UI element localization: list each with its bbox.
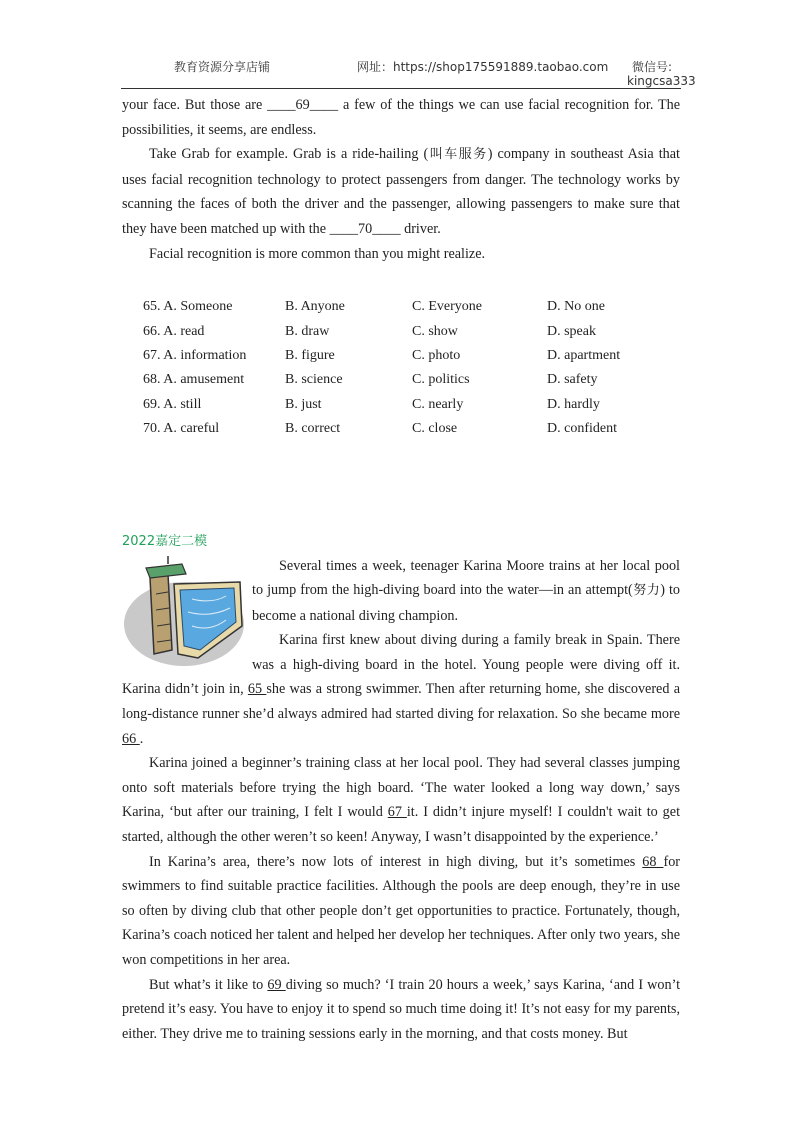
option-row: 67. A. information B. figure C. photo D. apartment [143,347,621,363]
blank-65: 65 [247,681,267,698]
blank-67: 67 [387,804,407,821]
blank-69: 69 [267,976,286,993]
passage-paragraph: your face. But those are ____69____ a few of the things we can use facial recognition for. The possibilities, it seems, are endless. [122,97,681,138]
option-row: 68. A. amusement B. science C. politics D. safety [143,372,598,388]
page-content [122,93,680,1046]
diving-pool-illustration [122,554,248,672]
header-wechat-id: kingcsa333 [627,74,696,88]
header-divider [121,88,681,89]
option-row: 70. A. careful B. correct C. close D. confident [143,421,617,437]
blank-69: ____69____ [267,97,339,113]
options-list [143,295,680,441]
header-shop-name: 教育资源分享店铺 [174,60,271,74]
blank-70: ____70____ [329,220,401,237]
passage-paragraph: In Karina’s area, there’s now lots of interest in high diving, but it’s sometimes 68 for swimmers to find suitable practice facilities. Although the pools are deep enough, they’re in use so often by diving club that other people don’t get opportunities to practice. Fortunately, though, Karina’s coach noticed her talent and helped her develop her techniques. After only two years, she won competitions in her area. [122,853,681,968]
header-url[interactable]: 网址：https://shop175591889.taobao.com [357,60,609,74]
blank-66: 66 [122,730,140,747]
section-title: 2022嘉定二模 [122,533,208,549]
passage-paragraph: Facial recognition is more common than you might realize. [149,245,486,262]
option-row: 65. A. Someone B. Anyone C. Everyone D. No one [143,299,605,315]
blank-68: 68 [642,853,664,870]
passage-paragraph: Take Grab for example. Grab is a ride-hailing (叫车服务) company in southeast Asia that uses facial recognition technology to protect passengers from danger. The technology works by scanning the faces of both the driver and the passenger, allowing passengers to make sure that they have been matched up with the ____70____ driver. [122,146,680,237]
option-row: 66. A. read B. draw C. show D. speak [143,323,596,339]
option-row: 69. A. still B. just C. nearly D. hardly [143,396,600,412]
passage-paragraph: Karina joined a beginner’s training class at her local pool. They had several classes jumping onto soft materials before trying the high board. ‘The water looked a long way down,’ says Karina, ‘but after our training, I felt I would 67 it. I didn’t injure myself! I couldn't wait to get started, although the other weren’t so keen! Anyway, I wasn’t disappointed by the experience.’ [122,755,681,846]
header-wechat-label: 微信号: [632,60,673,74]
passage-paragraph: Several times a week, teenager Karina Moore trains at her local pool to jump from the high-diving board into the water—in an attempt(努力) to become a national diving champion. [252,557,680,624]
passage-paragraph: But what’s it like to 69 diving so much? ‘I train 20 hours a week,’ says Karina, ‘and I won’t pretend it’s easy. You have to enjoy it to spend so much time doing it! It’s not easy for my parents, either. They drive me to training sessions early in the morning, and that costs money. But [122,976,681,1042]
passage-paragraph: Karina first knew about diving during a family break in Spain. There was a high-diving board in the hotel. Young people were diving off it. Karina didn’t join in, 65 she was a strong swimmer. Then after returning home, she discovered a long-distance runner she’d always admired had started diving for relaxation. So she became more 66 . [122,632,680,747]
